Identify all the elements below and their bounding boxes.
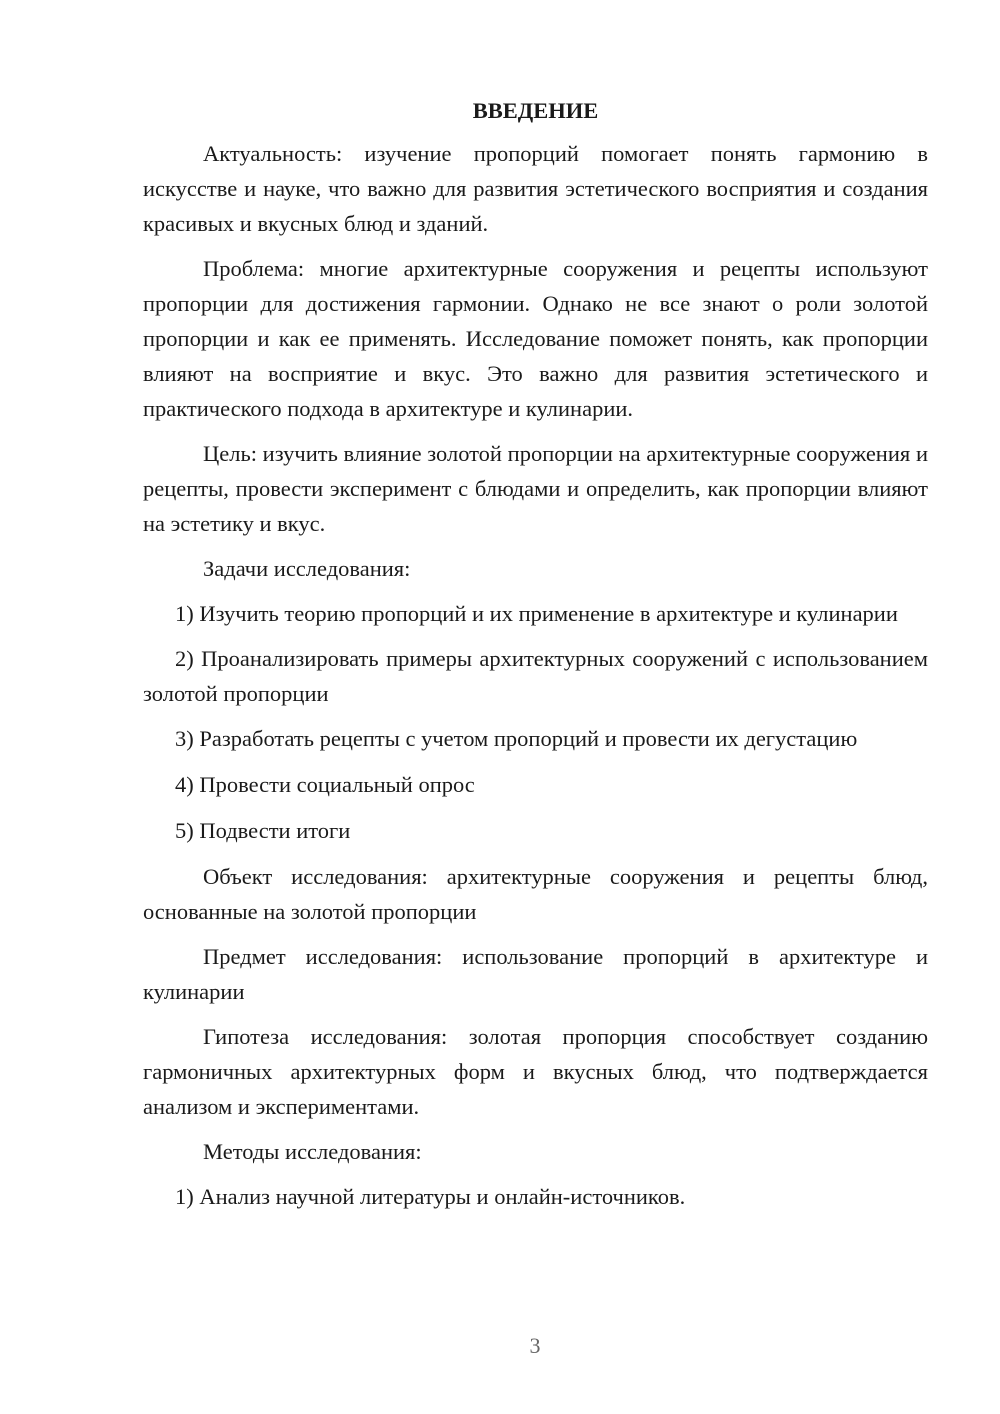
paragraph-goal: Цель: изучить влияние золотой пропорции на архитектурные сооружения и рецепты, провести эксперимент с блюдами и определить, как пропорции влияют на эстетику и вкус. xyxy=(143,441,928,536)
task-item-2: 2) Проанализировать примеры архитектурных сооружений с использованием золотой пропорции xyxy=(143,646,928,706)
task-item-5: 5) Подвести итоги xyxy=(175,818,351,843)
page-number: 3 xyxy=(529,1333,541,1358)
paragraph-hypothesis: Гипотеза исследования: золотая пропорция способствует созданию гармоничных архитектурных форм и вкусных блюд, что подтверждается анализом и экспериментами. xyxy=(143,1024,928,1119)
paragraph-problem: Проблема: многие архитектурные сооружения и рецепты используют пропорции для достижения гармонии. Однако не все знают о роли золотой пропорции и как ее применять. Исследование поможет понять, как пропорции влияют на восприятие и вкус. Это важно для развития эстетического и практического подхода в архитектуре и кулинарии. xyxy=(143,256,928,421)
task-item-4: 4) Провести социальный опрос xyxy=(175,772,475,797)
paragraph-relevance: Актуальность: изучение пропорций помогает понять гармонию в искусстве и науке, что важно для развития эстетического восприятия и создания красивых и вкусных блюд и зданий. xyxy=(143,141,928,236)
tasks-heading: Задачи исследования: xyxy=(203,556,411,581)
task-item-3: 3) Разработать рецепты с учетом пропорций и провести их дегустацию xyxy=(175,726,858,751)
document-page xyxy=(143,96,928,1225)
paragraph-object: Объект исследования: архитектурные сооружения и рецепты блюд, основанные на золотой пропорции xyxy=(143,864,928,924)
method-item-1: 1) Анализ научной литературы и онлайн-источников. xyxy=(175,1184,686,1209)
task-item-1: 1) Изучить теорию пропорций и их применение в архитектуре и кулинарии xyxy=(175,601,898,626)
section-title: ВВЕДЕНИЕ xyxy=(472,98,599,123)
paragraph-subject: Предмет исследования: использование пропорций в архитектуре и кулинарии xyxy=(143,944,928,1004)
methods-heading: Методы исследования: xyxy=(203,1139,422,1164)
